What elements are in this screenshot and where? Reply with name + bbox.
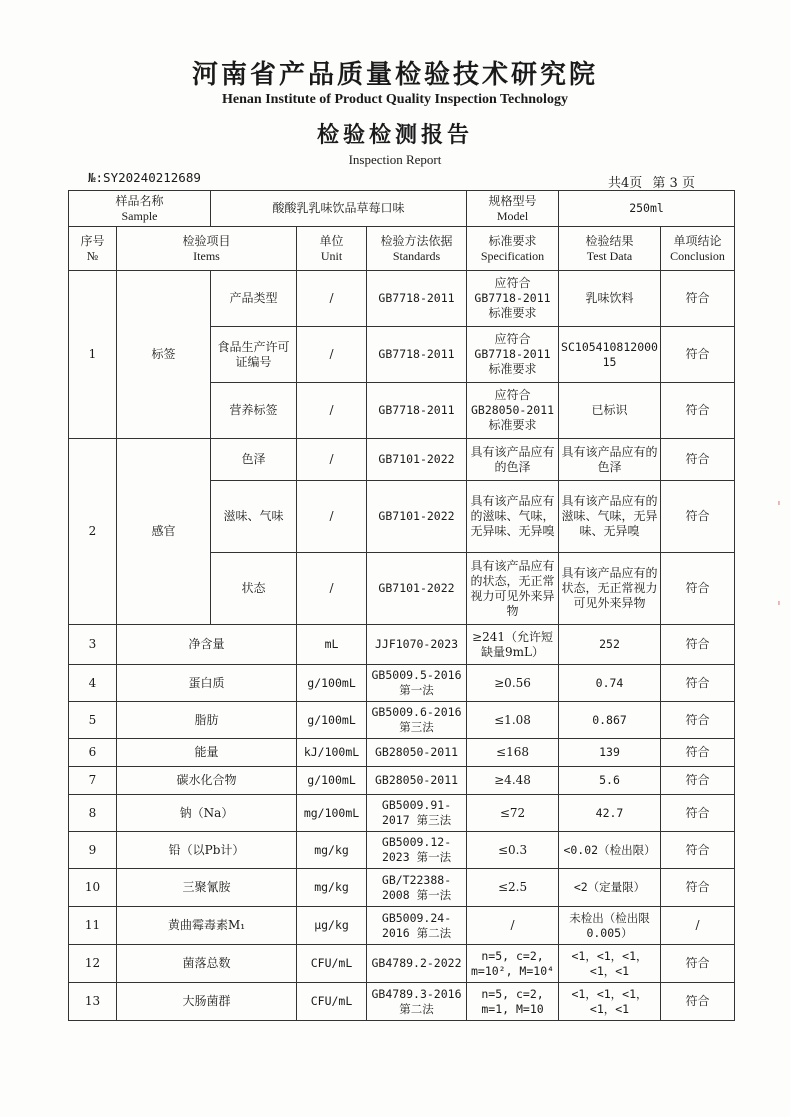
specification: ≤0.3	[467, 832, 559, 869]
unit: /	[297, 271, 367, 327]
col-header-no	[69, 227, 117, 271]
conclusion: 符合	[661, 869, 735, 907]
unit: /	[297, 439, 367, 481]
spec-line: 应符合	[494, 276, 531, 290]
table-row	[69, 907, 735, 945]
sub-item: 产品类型	[211, 271, 297, 327]
row-no: 10	[69, 869, 117, 907]
unit: /	[297, 327, 367, 383]
conclusion: 符合	[661, 327, 735, 383]
standard: GB7718-2011	[367, 383, 467, 439]
sub-item: 滋味、气味	[211, 481, 297, 553]
col-header-items	[117, 227, 297, 271]
sample-name: 酸酸乳乳味饮品草莓口味	[211, 191, 467, 227]
conclusion: 符合	[661, 945, 735, 983]
spec-line: GB7718-2011	[474, 347, 551, 361]
test-result: <2（定量限）	[559, 869, 661, 907]
group-name: 感官	[117, 439, 211, 625]
spec-line: 应符合	[494, 332, 531, 346]
test-result: 未检出（检出限0.005）	[559, 907, 661, 945]
item-name: 黄曲霉毒素M₁	[117, 907, 297, 945]
column-header-row	[69, 227, 735, 271]
specification: ≤2.5	[467, 869, 559, 907]
current-page: 第 3 页	[652, 176, 695, 191]
test-result: 42.7	[559, 795, 661, 832]
conclusion: 符合	[661, 702, 735, 739]
test-result: 具有该产品应有的滋味、气味，无异味、无异嗅	[559, 481, 661, 553]
table-row	[69, 739, 735, 767]
specification	[467, 327, 559, 383]
col-header-standards-en: Standards	[392, 248, 441, 263]
specification: ≥4.48	[467, 767, 559, 795]
conclusion: 符合	[661, 439, 735, 481]
standard: GB4789.2-2022	[367, 945, 467, 983]
row-no: 6	[69, 739, 117, 767]
col-header-result-en: Test Data	[586, 248, 633, 263]
model-value: 250ml	[559, 191, 735, 227]
item-name: 铅（以Pb计）	[117, 832, 297, 869]
standard: GB5009.91-2017 第三法	[367, 795, 467, 832]
specification: 具有该产品应有的状态，无正常视力可见外来异物	[467, 553, 559, 625]
table-row	[69, 665, 735, 702]
standard: GB7718-2011	[367, 327, 467, 383]
table-row	[69, 439, 735, 481]
sub-item: 色泽	[211, 439, 297, 481]
row-no: 12	[69, 945, 117, 983]
standard: GB5009.6-2016 第三法	[367, 702, 467, 739]
row-no: 4	[69, 665, 117, 702]
row-no: 3	[69, 625, 117, 665]
spec-line: 应符合	[494, 388, 531, 402]
model-label	[467, 191, 559, 227]
conclusion: 符合	[661, 832, 735, 869]
unit: mg/kg	[297, 832, 367, 869]
standard: GB5009.12-2023 第一法	[367, 832, 467, 869]
test-result: SC10541081200015	[559, 327, 661, 383]
conclusion: 符合	[661, 383, 735, 439]
unit: /	[297, 481, 367, 553]
item-name: 碳水化合物	[117, 767, 297, 795]
conclusion: 符合	[661, 767, 735, 795]
page-indicator	[608, 172, 701, 191]
col-header-result	[559, 227, 661, 271]
standard: JJF1070-2023	[367, 625, 467, 665]
row-no: 7	[69, 767, 117, 795]
test-result: <0.02（检出限）	[559, 832, 661, 869]
col-header-items-cn: 检验项目	[182, 233, 231, 248]
unit: g/100mL	[297, 702, 367, 739]
edge-mark: ı	[778, 500, 780, 507]
item-name: 三聚氰胺	[117, 869, 297, 907]
test-result: <1，<1，<1，<1，<1	[559, 983, 661, 1021]
item-name: 蛋白质	[117, 665, 297, 702]
sub-item: 食品生产许可证编号	[211, 327, 297, 383]
unit: g/100mL	[297, 665, 367, 702]
test-result: 具有该产品应有的状态，无正常视力可见外来异物	[559, 553, 661, 625]
test-result: 0.74	[559, 665, 661, 702]
unit: /	[297, 383, 367, 439]
specification	[467, 383, 559, 439]
row-no: 8	[69, 795, 117, 832]
table-row	[69, 869, 735, 907]
standard: GB7101-2022	[367, 439, 467, 481]
col-header-unit-cn: 单位	[319, 233, 344, 248]
item-name: 钠（Na）	[117, 795, 297, 832]
row-no: 2	[69, 439, 117, 625]
table-row	[69, 702, 735, 739]
conclusion: 符合	[661, 481, 735, 553]
specification: ≤1.08	[467, 702, 559, 739]
spec-line: GB28050-2011	[470, 403, 555, 417]
standard: GB5009.24-2016 第二法	[367, 907, 467, 945]
conclusion: 符合	[661, 795, 735, 832]
test-result: 252	[559, 625, 661, 665]
specification: ≤72	[467, 795, 559, 832]
table-row	[69, 795, 735, 832]
item-name: 大肠菌群	[117, 983, 297, 1021]
sub-item: 状态	[211, 553, 297, 625]
col-header-standards	[367, 227, 467, 271]
row-no: 13	[69, 983, 117, 1021]
unit: /	[297, 553, 367, 625]
inspection-table	[68, 190, 735, 1021]
specification: 具有该产品应有的色泽	[467, 439, 559, 481]
row-no: 9	[69, 832, 117, 869]
spec-line: 标准要求	[488, 418, 537, 432]
item-name: 菌落总数	[117, 945, 297, 983]
unit: CFU/mL	[297, 983, 367, 1021]
col-header-spec-cn: 标准要求	[488, 233, 537, 248]
model-label-en: Model	[496, 208, 529, 223]
standard: GB28050-2011	[367, 739, 467, 767]
standard: GB7101-2022	[367, 481, 467, 553]
standard: GB7718-2011	[367, 271, 467, 327]
conclusion: 符合	[661, 271, 735, 327]
col-header-result-cn: 检验结果	[585, 233, 634, 248]
row-no: 11	[69, 907, 117, 945]
test-result: 0.867	[559, 702, 661, 739]
item-name: 净含量	[117, 625, 297, 665]
report-title-en: Inspection Report	[348, 152, 442, 167]
table-row	[69, 832, 735, 869]
test-result: 具有该产品应有的色泽	[559, 439, 661, 481]
col-header-standards-cn: 检验方法依据	[380, 233, 453, 248]
sample-label-en: Sample	[121, 208, 158, 223]
specification: n=5, c=2, m=1, M=10	[467, 983, 559, 1021]
institute-title-cn: 河南省产品质量检验技术研究院	[191, 60, 598, 90]
sample-row	[69, 191, 735, 227]
unit: mg/100mL	[297, 795, 367, 832]
unit: μg/kg	[297, 907, 367, 945]
row-no: 1	[69, 271, 117, 439]
test-result: 139	[559, 739, 661, 767]
specification	[467, 271, 559, 327]
specification: 具有该产品应有的滋味、气味，无异味、无异嗅	[467, 481, 559, 553]
specification: /	[467, 907, 559, 945]
conclusion: 符合	[661, 739, 735, 767]
specification: ≤168	[467, 739, 559, 767]
col-header-spec-en: Specification	[480, 248, 545, 263]
specification: n=5, c=2, m=10², M=10⁴	[467, 945, 559, 983]
spec-line: 标准要求	[488, 362, 537, 376]
group-name: 标签	[117, 271, 211, 439]
report-number: №:SY20240212689	[88, 170, 201, 185]
col-header-no-en: №	[86, 248, 99, 263]
row-no: 5	[69, 702, 117, 739]
col-header-no-cn: 序号	[80, 233, 105, 248]
unit: kJ/100mL	[297, 739, 367, 767]
col-header-unit-en: Unit	[320, 248, 343, 263]
conclusion: /	[661, 907, 735, 945]
col-header-items-en: Items	[193, 248, 220, 263]
model-label-cn: 规格型号	[488, 193, 537, 208]
table-row	[69, 983, 735, 1021]
unit: CFU/mL	[297, 945, 367, 983]
conclusion: 符合	[661, 665, 735, 702]
conclusion: 符合	[661, 983, 735, 1021]
table-row	[69, 945, 735, 983]
standard: GB4789.3-2016 第二法	[367, 983, 467, 1021]
col-header-conclusion-en: Conclusion	[670, 248, 725, 263]
table-row	[69, 625, 735, 665]
sample-label-cn: 样品名称	[115, 193, 164, 208]
standard: GB7101-2022	[367, 553, 467, 625]
report-title-cn: 检验检测报告	[316, 122, 473, 148]
test-result: 5.6	[559, 767, 661, 795]
col-header-conclusion	[661, 227, 735, 271]
specification: ≥0.56	[467, 665, 559, 702]
test-result: <1，<1，<1，<1，<1	[559, 945, 661, 983]
test-result: 已标识	[559, 383, 661, 439]
unit: mL	[297, 625, 367, 665]
test-result: 乳味饮料	[559, 271, 661, 327]
sample-label	[69, 191, 211, 227]
sub-item: 营养标签	[211, 383, 297, 439]
standard: GB/T22388-2008 第一法	[367, 869, 467, 907]
conclusion: 符合	[661, 625, 735, 665]
unit: mg/kg	[297, 869, 367, 907]
standard: GB5009.5-2016 第一法	[367, 665, 467, 702]
table-row	[69, 271, 735, 327]
total-pages: 共4页	[608, 176, 643, 191]
item-name: 能量	[117, 739, 297, 767]
col-header-spec	[467, 227, 559, 271]
col-header-conclusion-cn: 单项结论	[673, 233, 722, 248]
specification: ≥241（允许短缺量9mL）	[467, 625, 559, 665]
institute-title-en: Henan Institute of Product Quality Inspection Technology	[222, 92, 568, 107]
edge-mark: ı	[778, 600, 780, 607]
table-row	[69, 767, 735, 795]
spec-line: 标准要求	[488, 306, 537, 320]
standard: GB28050-2011	[367, 767, 467, 795]
conclusion: 符合	[661, 553, 735, 625]
col-header-unit	[297, 227, 367, 271]
item-name: 脂肪	[117, 702, 297, 739]
spec-line: GB7718-2011	[474, 291, 551, 305]
unit: g/100mL	[297, 767, 367, 795]
